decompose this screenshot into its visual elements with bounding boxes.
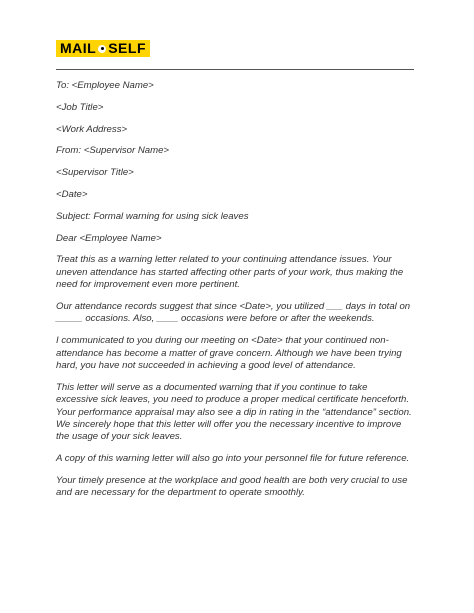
letter-salutation: Dear <Employee Name>: [56, 232, 162, 244]
letter-paragraph: Your timely presence at the workplace and good health are both very crucial to use and are necessary for the department to operate smoothly.: [56, 475, 411, 499]
letter-paragraph: Treat this as a warning letter related to your continuing attendance issues. Your uneven attendance has started affecting other parts of your work, thus making the need for improvement even more pertinent.: [56, 254, 406, 291]
letter-paragraph: I communicated to you during our meeting on <Date> that your continued non-attendance has become a matter of grave concern. Although we have been trying hard, you have not succeeded in achieving a good level of attendance.: [56, 335, 405, 371]
letter-body: [56, 80, 415, 509]
mailself-logo: [56, 40, 150, 57]
recipient-job-title: <Job Title>: [56, 101, 104, 113]
envelope-icon: [97, 44, 107, 54]
letter-date: <Date>: [56, 188, 88, 200]
letter-subject: Subject: Formal warning for using sick leaves: [56, 210, 249, 222]
header-divider: [56, 69, 414, 70]
sender-title: <Supervisor Title>: [56, 167, 134, 179]
sender-name-line: From: <Supervisor Name>: [56, 145, 170, 157]
letter-paragraph: This letter will serve as a documented warning that if you continue to take excessive sick leaves, you need to produce a proper medical certificate henceforth. Your performance appraisal may also see a dip in rating in the “attendance” section. We sincerely hope that this letter will offer you the necessary incentive to improve the usage of your sick leaves.: [56, 381, 415, 443]
letter-paragraph: Our attendance records suggest that since <Date>, you utilized ___ days in total on _____ occasions. Also, ____ occasions were before or after the weekends.: [56, 300, 413, 325]
logo-text-right: SELF: [108, 40, 146, 56]
logo-text-left: MAIL: [60, 40, 97, 56]
recipient-name-line: To: <Employee Name>: [56, 80, 154, 91]
recipient-work-address: <Work Address>: [56, 123, 128, 135]
letter-paragraph: A copy of this warning letter will also go into your personnel file for future reference.: [56, 453, 410, 465]
